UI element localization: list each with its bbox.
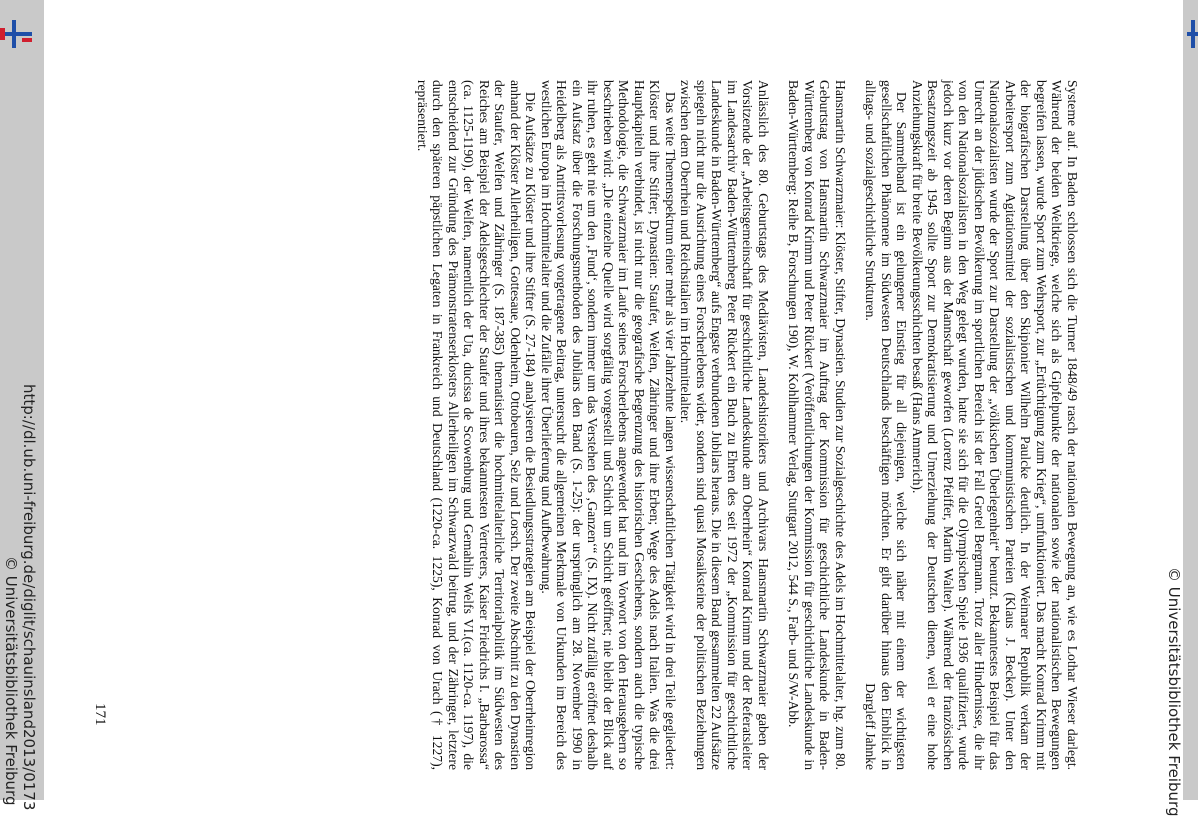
right-margin-strip xyxy=(1183,0,1198,800)
paragraph-5: Die Aufsätze zu Klöster und ihre Stifter (S. 27-184) analysieren die Besiedlungsstrategien am Beispiel der Oberrheinregion anhand der Klöster Allerheiligen, Gottesaue, Odenheim, Ottobeuren, Selz und Lorsch. Der zweite Abschnitt zu den Dynastien der Staufer, Welfen und Zähringer (S. 187-385) thematisiert die hochmittelalterliche Territorialpolitik im Südwesten des Reiches am Beispiel der Adelsgeschlechter der Staufer und ihres bekanntesten Vertreters, Kaiser Friedrichs I. „Barbarossa“ (ca. 1125-1190), der Welfen, namentlich der Uta, ducissa de Scowenburg und Gemahlin Welfs VI.(ca. 1120-ca. 1197), die entscheidend zur Gründung des Prämonstratenserklosters Allerheiligen im Schwarzwald beitrug, und der Zähringer, letztere durch den späteren päpstlichen Legaten in Frankreich und Deutschland (1220-ca. 1225), Konrad von Urach († 1227), repräsentiert. xyxy=(415,80,539,770)
ub-freiburg-logo-right xyxy=(1187,18,1198,52)
section-gap xyxy=(848,80,863,770)
scanned-page xyxy=(415,80,1080,770)
source-url[interactable]: http://dl.ub.uni-freiburg.de/diglit/schauinsland2013/0173 xyxy=(20,384,38,811)
paragraph-2-text: Der Sammelband ist ein gelungener Einstieg für all diejenigen, welche sich näher mit einem der wichtigsten gesellschaftlichen Phänomene im Südwesten Deutschlands beschäftigen möchten. Er gibt darüber hinaus den Einblick in alltags- und sozialgeschichtliche Strukturen. xyxy=(863,80,910,770)
paragraph-3: Anlässlich des 80. Geburtstags des Mediävisten, Landeshistorikers und Archivars Hansmartin Schwarzmaier gaben der Vorsitzende der „Arbeitsgemeinschaft für geschichtliche Landeskunde am Oberrhein“ Konrad Krimm und der Referatsleiter im Landesarchiv Baden-Württemberg Peter Rückert ein Buch zu Ehren des seit 1972 der „Kommission für geschichtliche Landeskunde in Baden-Württemberg“ aufs Engste verbundenen Jubilars heraus. Die in diesem Band gesammelten 22 Aufsätze spiegeln nicht nur die Ausrichtung eines Forscherlebens wider, sondern sind quasi Mosaiksteine der politischen Beziehungen zwischen dem Oberrhein und Reichsitalien im Hochmittelalter. xyxy=(678,80,771,770)
copyright-notice-left: © Universitätsbibliothek Freiburg xyxy=(2,556,20,806)
paragraph-4: Das weite Themenspektrum einer mehr als vier Jahrzehnte langen wissenschaftlichen Tätigkeit wird in drei Teile gegliedert: Klöster und ihre Stifter; Dynastien: Staufer, Welfen, Zähringer und ihre Erben; Wege des Adels nach Italien. Was die drei Hauptkapiteln verbindet, ist nicht nur die geografische Begrenzung des historischen Geschehens, sondern auch die typische Methodologie, die Schwarzmaier im Laufe seines Forscherlebens angewendet hat und im Vorwort von den Herausgebern so beschrieben wird: „Die einzelne Quelle wird sorgfältig vorgestellt und Schicht um Schicht geöffnet; nie bleibt der Blick auf ihr ruhen, es geht nie um den ‚Fund‘, sondern immer um das Verstehen des ‚Ganzen‘“ (S. IX). Nicht zufällig eröffnet deshalb ein Aufsatz über die Forschungsmethoden des Jubilars den Band (S. 1-25): der ursprünglich am 28. November 1990 in Heidelberg als Antrittsvorlesung vorgetragene Beitrag, untersucht die allgemeinen Merkmale von Urkunden im Bereich des westlichen Europa im Hochmittelalter und die Zufälle ihrer Überlieferung und Aufbewahrung. xyxy=(539,80,678,770)
copyright-notice-right: © Universitätsbibliothek Freiburg xyxy=(1165,567,1183,816)
section-gap xyxy=(771,80,786,770)
book-citation: Hansmartin Schwarzmaier: Klöster, Stifter, Dynastien. Studien zur Sozialgeschichte des Adels im Hochmittelalter, hg. zum 80. Geburtstag von Hansmartin Schwarzmaier im Auftrag der Kommission für geschichtliche Landeskunde in Baden-Württemberg von Konrad Krimm und Peter Rückert (Veröffentlichungen der Kommission für geschichtliche Landeskunde in Baden-Württemberg: Reihe B, Forschungen 190), W. Kohlhammer Verlag, Stuttgart 2012, 544 S., Farb- und S/W-Abb. xyxy=(786,80,848,770)
page-number: 171 xyxy=(92,703,108,726)
ub-freiburg-logo xyxy=(0,18,34,52)
paragraph-2 xyxy=(863,80,910,770)
paragraph-1: Systeme auf. In Baden schlossen sich die Turner 1848/49 rasch der nationalen Bewegung an, wie es Lothar Wieser darlegt. Während der beiden Weltkriege, welche sich als Gipfelpunkte der nationalen sowie der nationalistischen Bewegungen begreifen lassen, wurde Sport zum Wehrsport, zur „Ertüchtigung zum Krieg“, umfunktioniert. Das macht Konrad Krimm mit der biografischen Darstellung über den Skipionier Wilhelm Paulcke deutlich. In der Weimarer Republik verkam der Arbeitersport zum Agitationsmittel der sozialistischen und kommunistischen Parteien (Klaus J. Becker). Unter den Nationalsozialisten wurde der Sport zur Darstellung der „völkischen Überlegenheit“ benutzt. Bekanntestes Beispiel für das Unrecht an der jüdischen Bevölkerung im sportlichen Bereich ist der Fall Gretel Bergmann. Trotz aller Hindernisse, die ihr von den Nationalsozialisten in den Weg gelegt wurden, hatte sie sich für die Olympischen Spiele 1936 qualifiziert, wurde jedoch kurz vor deren Beginn aus der Mannschaft geworfen (Lorenz Pfeiffer, Martin Walter). Während der französischen Besatzungszeit ab 1945 sollte Sport zur Demokratisierung und Umerziehung der Deutschen dienen, weil er eine hohe Anziehungskraft für breite Bevölkerungsschichten besaß (Hans Ammerich). xyxy=(910,80,1080,770)
review-author: Dargleff Jahnke xyxy=(863,683,879,770)
